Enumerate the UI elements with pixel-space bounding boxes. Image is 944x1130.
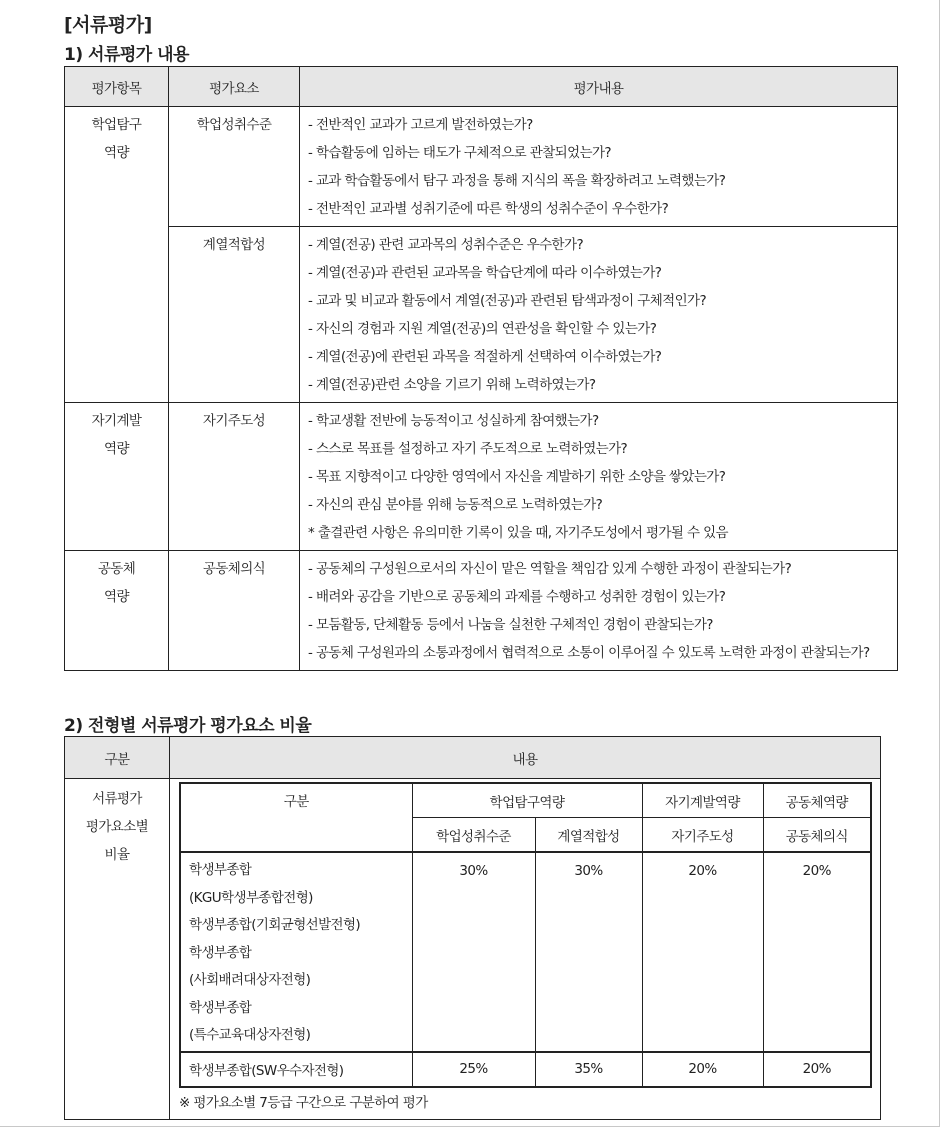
- ratio-value: 20%: [763, 1052, 871, 1087]
- page-title: [서류평가]: [64, 14, 152, 36]
- criteria-item: - 계열(전공)관련 소양을 기르기 위해 노력하였는가?: [308, 377, 596, 393]
- table-row: [65, 551, 898, 671]
- criteria-item: - 학교생활 전반에 능동적이고 성실하게 참여했는가?: [308, 413, 599, 429]
- criteria-item: - 계열(전공) 관련 교과목의 성취수준은 우수한가?: [308, 237, 584, 253]
- criteria-item: - 공동체의 구성원으로서의 자신이 맡은 역할을 책임감 있게 수행한 과정이 관찰되는가?: [308, 561, 792, 577]
- row-label-line: 평가요소별: [85, 819, 149, 835]
- category-cell: [65, 403, 169, 551]
- ratio-value: 35%: [535, 1052, 642, 1087]
- header-content: 내용: [170, 737, 881, 779]
- admission-type-label: (KGU학생부종합전형): [189, 889, 313, 906]
- table-row: [65, 779, 881, 1120]
- ratio-value: 30%: [535, 852, 642, 1052]
- criteria-item: - 스스로 목표를 설정하고 자기 주도적으로 노력하였는가?: [308, 441, 628, 457]
- header-category: 평가항목: [65, 67, 169, 107]
- element-cell: 계열적합성: [169, 227, 300, 403]
- admission-type-label: 학생부종합: [189, 944, 252, 961]
- category-label: 자기계발: [91, 413, 142, 429]
- section2-heading: 2) 전형별 서류평가 평가요소 비율: [64, 716, 312, 736]
- element-achievement: 학업성취수준: [412, 818, 535, 853]
- criteria-item: - 공동체 구성원과의 소통과정에서 협력적으로 소통이 이루어질 수 있도록 노력한 과정이 관찰되는가?: [308, 645, 870, 661]
- criteria-cell: [300, 551, 898, 671]
- criteria-cell: [300, 227, 898, 403]
- admission-type-label: (사회배려대상자전형): [189, 972, 311, 988]
- admission-type-label: (특수교육대상자전형): [189, 1027, 311, 1043]
- criteria-item: - 모둠활동, 단체활동 등에서 나눔을 실천한 구체적인 경험이 관찰되는가?: [308, 617, 713, 633]
- admission-type-label: 학생부종합(SW우수자전형): [180, 1052, 412, 1087]
- table-row: [65, 227, 898, 403]
- element-cell: 자기주도성: [169, 403, 300, 551]
- group-academic: 학업탐구역량: [412, 783, 642, 818]
- category-label: 역량: [104, 441, 129, 457]
- criteria-item: - 자신의 관심 분야를 위해 능동적으로 노력하였는가?: [308, 497, 603, 513]
- group-community: 공동체역량: [763, 783, 871, 818]
- criteria-item: - 목표 지향적이고 다양한 영역에서 자신을 계발하기 위한 소양을 쌓았는가?: [308, 469, 726, 485]
- table-header-row: [65, 67, 898, 107]
- criteria-item: * 출결관련 사항은 유의미한 기록이 있을 때, 자기주도성에서 평가될 수 있음: [308, 525, 728, 541]
- ratio-inner-table: [179, 782, 872, 1088]
- category-label: 역량: [104, 145, 129, 161]
- ratio-row: [180, 1052, 871, 1087]
- criteria-item: - 계열(전공)과 관련된 교과목을 학습단계에 따라 이수하였는가?: [308, 265, 662, 281]
- criteria-item: - 자신의 경험과 지원 계열(전공)의 연관성을 확인할 수 있는가?: [308, 321, 657, 337]
- header-division: 구분: [65, 737, 170, 779]
- ratio-content-cell: [170, 779, 881, 1120]
- admission-type-label: 학생부종합(기회균형선발전형): [189, 917, 361, 933]
- row-label-line: 서류평가: [92, 791, 142, 807]
- ratio-value: 30%: [412, 852, 535, 1052]
- table-row: [65, 107, 898, 227]
- inner-header-division: 구분: [180, 783, 412, 852]
- element-cell: 학업성취수준: [169, 107, 300, 227]
- admission-type-label: 학생부종합: [189, 862, 252, 878]
- admission-type-labels: [180, 852, 412, 1052]
- category-cell: [65, 551, 169, 671]
- evaluation-note: ※ 평가요소별 7등급 구간으로 구분하여 평가: [179, 1094, 428, 1111]
- element-major-fit: 계열적합성: [535, 818, 642, 853]
- criteria-cell: [300, 107, 898, 227]
- ratio-row: [180, 852, 871, 1052]
- admission-type-label: 학생부종합: [189, 999, 252, 1016]
- element-self-direction: 자기주도성: [642, 818, 763, 853]
- category-cell: [65, 107, 169, 403]
- ratio-value: 20%: [763, 852, 871, 1052]
- criteria-item: - 학습활동에 임하는 태도가 구체적으로 관찰되었는가?: [308, 145, 611, 161]
- element-cell: 공동체의식: [169, 551, 300, 671]
- row-label-line: 비율: [104, 847, 130, 863]
- element-community: 공동체의식: [763, 818, 871, 853]
- criteria-cell: [300, 403, 898, 551]
- section1-heading: 1) 서류평가 내용: [64, 45, 189, 65]
- group-self-development: 자기계발역량: [642, 783, 763, 818]
- criteria-item: - 전반적인 교과별 성취기준에 따른 학생의 성취수준이 우수한가?: [308, 201, 669, 217]
- criteria-item: - 교과 학습활동에서 탐구 과정을 통해 지식의 폭을 확장하려고 노력했는가?: [308, 173, 726, 189]
- header-content: 평가내용: [300, 67, 898, 107]
- ratio-value: 20%: [642, 1052, 763, 1087]
- table-header-row: [65, 737, 881, 779]
- ratio-table: [64, 736, 881, 1120]
- criteria-item: - 배려와 공감을 기반으로 공동체의 과제를 수행하고 성취한 경험이 있는가?: [308, 589, 726, 605]
- criteria-item: - 전반적인 교과가 고르게 발전하였는가?: [308, 117, 533, 133]
- ratio-value: 20%: [642, 852, 763, 1052]
- inner-header-row: [180, 783, 871, 818]
- category-label: 역량: [104, 589, 129, 605]
- criteria-item: - 교과 및 비교과 활동에서 계열(전공)과 관련된 탐색과정이 구체적인가?: [308, 293, 707, 309]
- criteria-item: - 계열(전공)에 관련된 과목을 적절하게 선택하여 이수하였는가?: [308, 349, 662, 365]
- header-element: 평가요소: [169, 67, 300, 107]
- table-row: [65, 403, 898, 551]
- category-label: 공동체: [97, 561, 136, 577]
- ratio-value: 25%: [412, 1052, 535, 1087]
- row-label: [65, 779, 170, 1120]
- category-label: 학업탐구: [91, 117, 142, 133]
- evaluation-content-table: [64, 66, 898, 671]
